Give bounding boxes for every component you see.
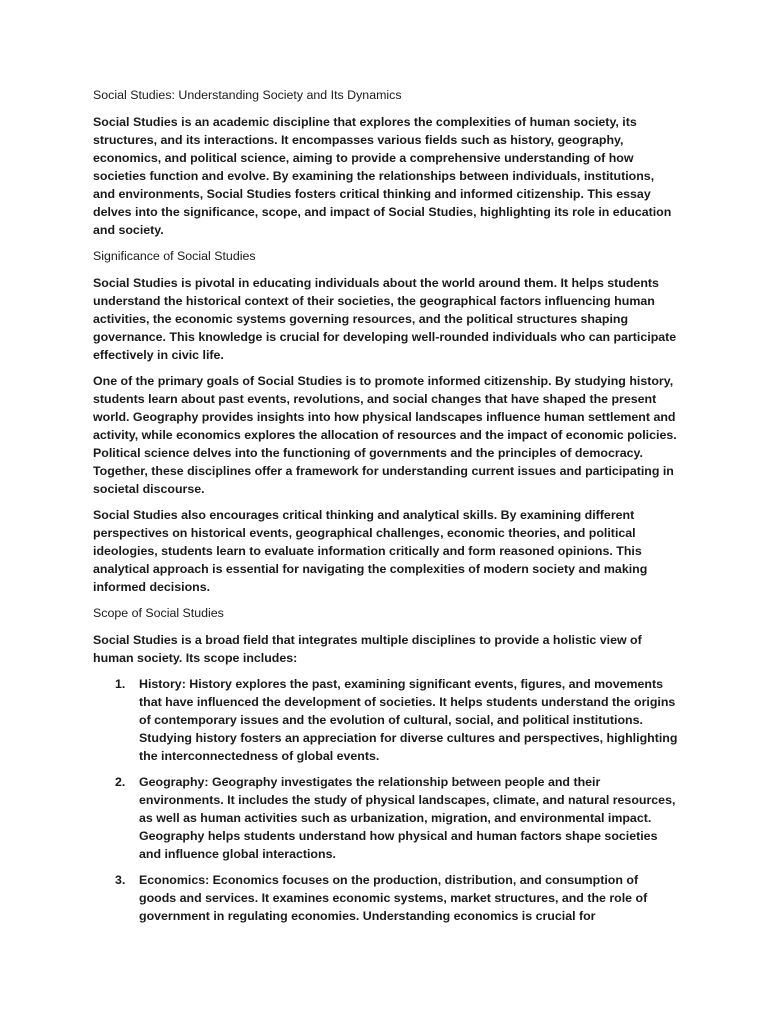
scope-list (93, 675, 678, 925)
scope-heading: Scope of Social Studies (93, 606, 224, 620)
list-item-number: 2. (115, 775, 126, 789)
significance-heading: Significance of Social Studies (93, 249, 256, 263)
scope-intro-paragraph: Social Studies is a broad field that integrates multiple disciplines to provide a holistic view of human society. Its scope includes: (93, 633, 642, 665)
list-item-number: 1. (115, 677, 126, 691)
significance-paragraph-2: One of the primary goals of Social Studies is to promote informed citizenship. By studying history, students learn about past events, revolutions, and social changes that have shaped the present world. Geography provides insights into how physical landscapes influence human settlement and activity, while economics explores the allocation of resources and the impact of economic policies. Political science delves into the functioning of governments and the principles of democracy. Together, these disciplines offer a framework for understanding current issues and participating in societal discourse. (93, 374, 677, 496)
list-item-number: 3. (115, 873, 126, 887)
list-item-economics (93, 871, 678, 925)
intro-paragraph: Social Studies is an academic discipline that explores the complexities of human society, its structures, and its interactions. It encompasses various fields such as history, geography, economics, and political science, aiming to provide a comprehensive understanding of how societies function and evolve. By examining the relationships between individuals, institutions, and environments, Social Studies fosters critical thinking and informed citizenship. This essay delves into the significance, scope, and impact of Social Studies, highlighting its role in education and society. (93, 115, 672, 237)
list-item-text: Economics: Economics focuses on the production, distribution, and consumption of goods and services. It examines economic systems, market structures, and the role of government in regulating economies. Understanding economics is crucial for (139, 873, 648, 923)
list-item-text: History: History explores the past, examining significant events, figures, and movements that have influenced the development of societies. It helps students understand the origins of contemporary issues and the evolution of cultural, social, and political institutions. Studying history fosters an appreciation for diverse cultures and perspectives, highlighting the interconnectedness of global events. (139, 677, 678, 763)
document-title: Social Studies: Understanding Society and Its Dynamics (93, 88, 402, 102)
list-item-geography (93, 773, 678, 863)
document-page (93, 86, 678, 933)
list-item-text: Geography: Geography investigates the relationship between people and their environments. It includes the study of physical landscapes, climate, and natural resources, as well as human activities such as urbanization, migration, and environmental impact. Geography helps students understand how physical and human factors shape societies and influence global interactions. (139, 775, 676, 861)
significance-paragraph-3: Social Studies also encourages critical thinking and analytical skills. By examining different perspectives on historical events, geographical challenges, economic theories, and political ideologies, students learn to evaluate information critically and form reasoned opinions. This analytical approach is essential for navigating the complexities of modern society and making informed decisions. (93, 508, 648, 594)
list-item-history (93, 675, 678, 765)
significance-paragraph-1: Social Studies is pivotal in educating individuals about the world around them. It helps students understand the historical context of their societies, the geographical factors influencing human activities, the economic systems governing resources, and the political structures shaping governance. This knowledge is crucial for developing well-rounded individuals who can participate effectively in civic life. (93, 276, 677, 362)
